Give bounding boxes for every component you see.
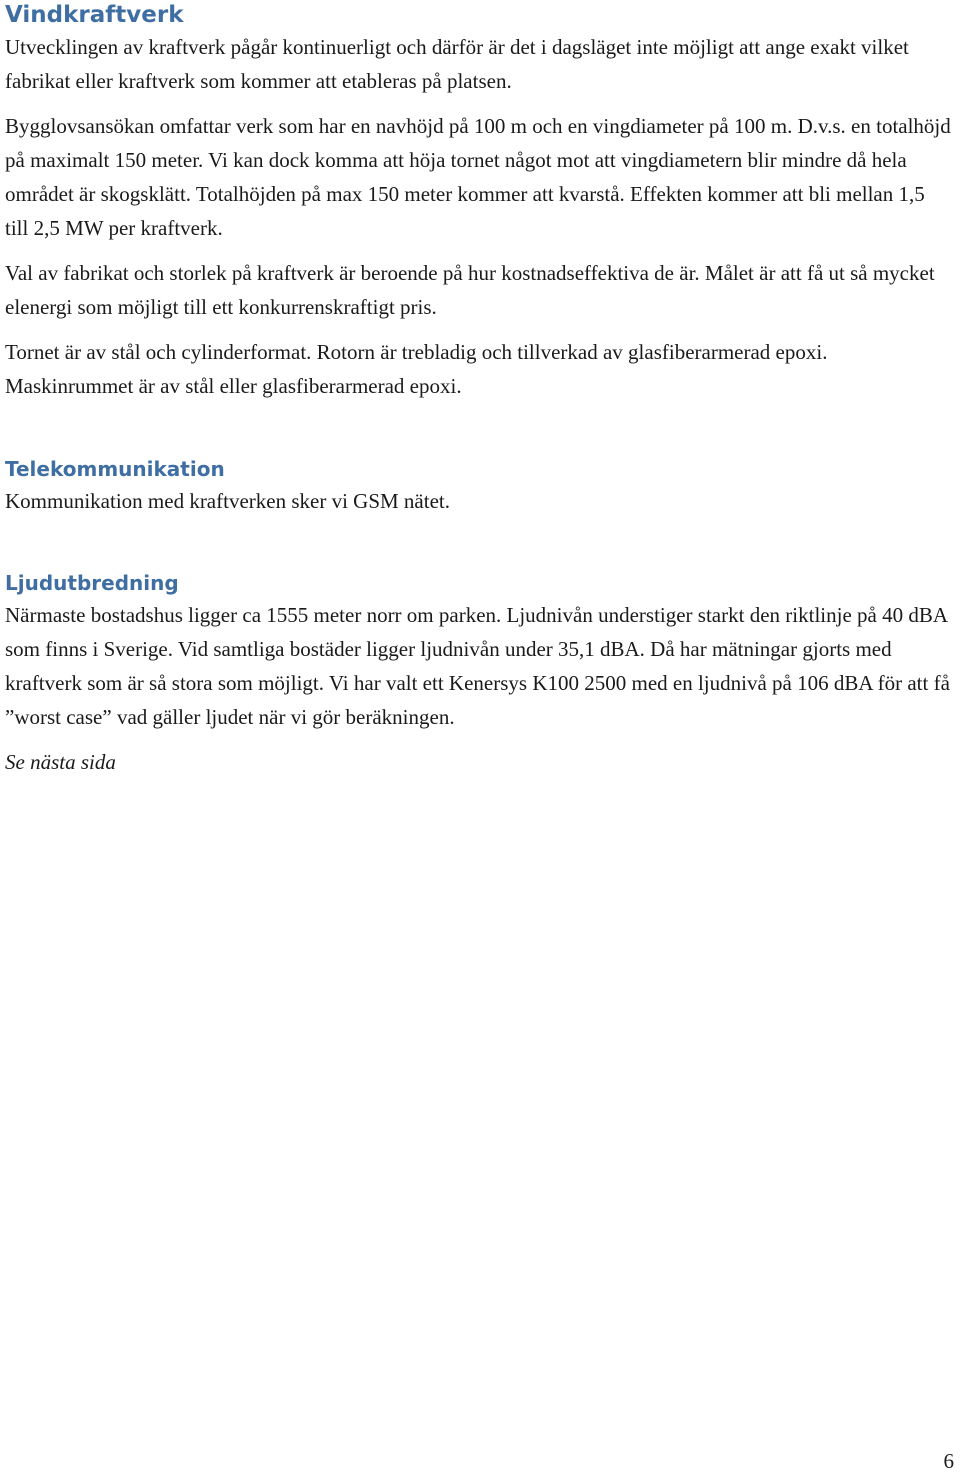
spacer: [5, 245, 953, 256]
paragraph-bygglov: Bygglovsansökan omfattar verk som har en navhöjd på 100 m och en vingdiameter på 100 m. D.v.s. en totalhöjd på maximalt 150 meter. Vi kan dock komma att höja tornet något mot att vingdiametern blir mindre då hela området är skogsklätt. Totalhöjden på max 150 meter kommer att kvarstå. Effekten kommer att bli mellan 1,5 till 2,5 MW per kraftverk.: [5, 114, 951, 240]
heading-ljudutbredning: Ljudutbredning: [5, 571, 179, 595]
spacer: [5, 403, 953, 454]
spacer: [5, 518, 953, 568]
next-page-note: Se nästa sida: [5, 750, 116, 774]
spacer: [5, 324, 953, 335]
spacer: [5, 98, 953, 109]
paragraph-ljudniva: Närmaste bostadshus ligger ca 1555 meter norr om parken. Ljudnivån understiger starkt den riktlinje på 40 dBA som finns i Sverige. Vid samtliga bostäder ligger ljudnivån under 35,1 dBA. Då har mätningar gjorts med kraftverk som är så stora som möjligt. Vi har valt ett Kenersys K100 2500 med en ljudnivå på 106 dBA för att få ”worst case” vad gäller ljudet när vi gör beräkningen.: [5, 603, 950, 729]
paragraph-fabrikat: Val av fabrikat och storlek på kraftverk är beroende på hur kostnadseffektiva de är. Målet är att få ut så mycket elenergi som möjligt till ett konkurrenskraftigt pris.: [5, 261, 935, 319]
paragraph-kommunikation: Kommunikation med kraftverken sker vi GSM nätet.: [5, 489, 450, 513]
paragraph-tornet: Tornet är av stål och cylinderformat. Rotorn är trebladig och tillverkad av glasfiberarmerad epoxi. Maskinrummet är av stål eller glasfiberarmerad epoxi.: [5, 340, 828, 398]
document-page: [5, 0, 953, 779]
paragraph-utvecklingen: Utvecklingen av kraftverk pågår kontinuerligt och därför är det i dagsläget inte möjligt att ange exakt vilket fabrikat eller kraftverk som kommer att etableras på platsen.: [5, 35, 909, 93]
spacer: [5, 734, 953, 745]
heading-vindkraftverk: Vindkraftverk: [5, 2, 184, 28]
page-number: 6: [943, 1449, 954, 1473]
heading-telekommunikation: Telekommunikation: [5, 457, 225, 481]
